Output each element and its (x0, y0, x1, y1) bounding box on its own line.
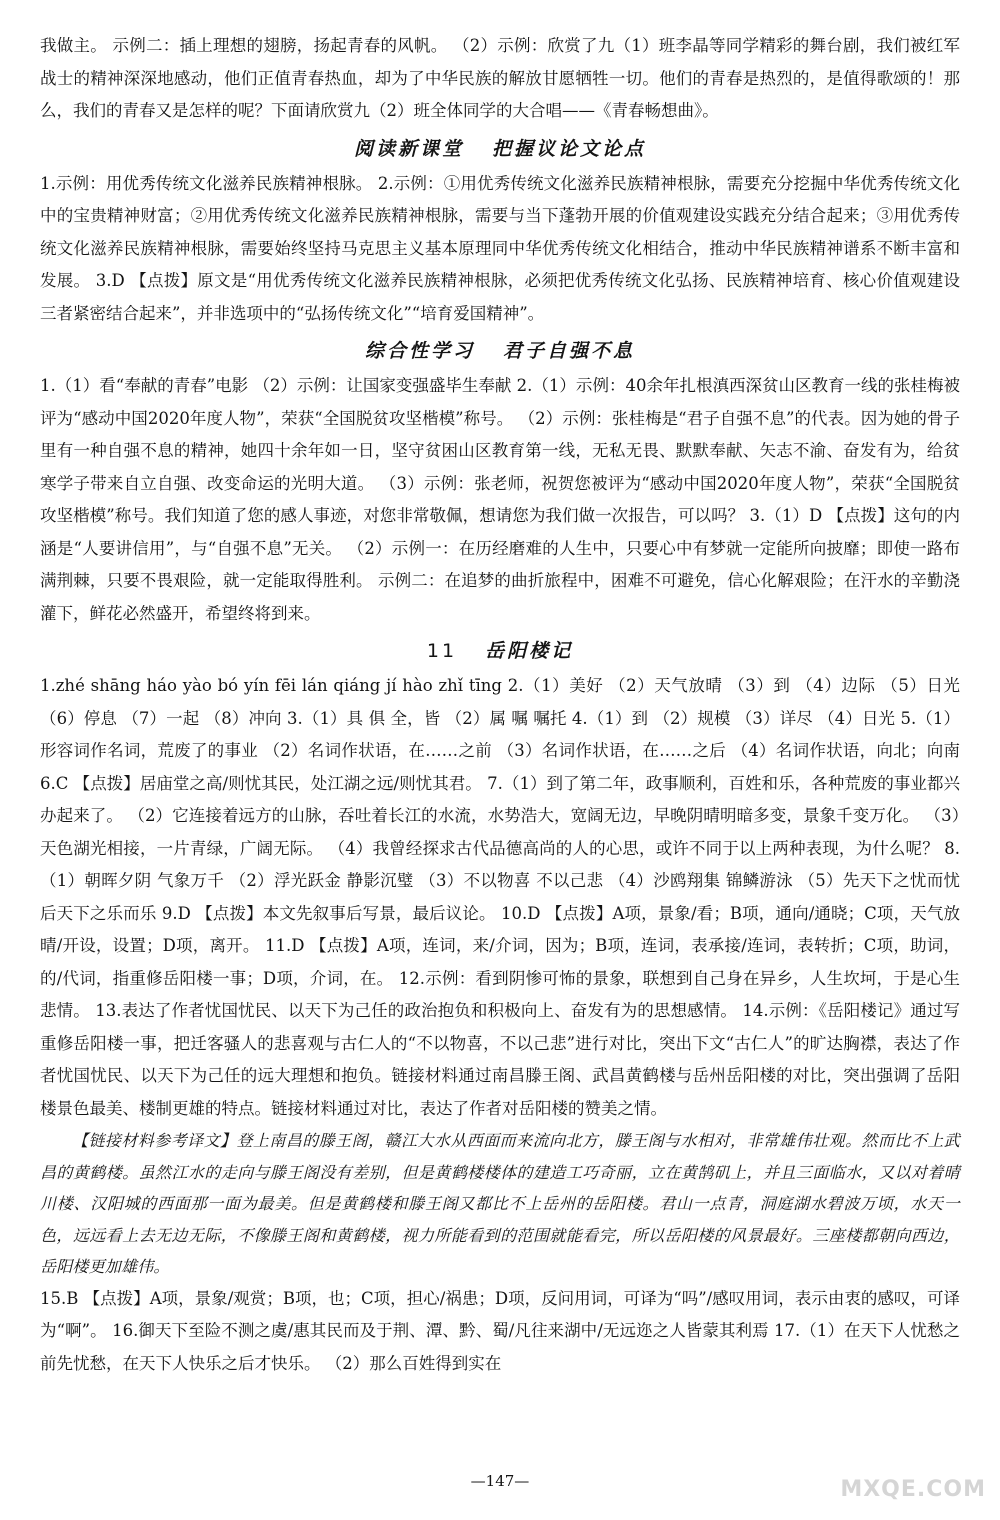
reading-answers: 1.示例：用优秀传统文化滋养民族精神根脉。 2.示例：①用优秀传统文化滋养民族精神根脉，需要充分挖掘中华优秀传统文化中的宝贵精神财富；②用优秀传统文化滋养民族精神根脉，需要与当下蓬勃开展的价值观建设实践充分结合起来；③用优秀传统文化滋养民族精神根脉，需要始终坚持马克思主义基本原理同中华优秀传统文化相结合，推动中华民族精神谱系不断丰富和发展。 3.D 【点拨】原文是“用优秀传统文化滋养民族精神根脉，必须把优秀传统文化弘扬、民族精神培育、核心价值观建设三者紧密结合起来”，并非选项中的“弘扬传统文化”“培育爱国精神”。 (40, 173, 960, 323)
lesson-title: 岳阳楼记 (485, 640, 574, 662)
section-heading-reading (40, 132, 960, 166)
comprehensive-answers: 1.（1）看“奉献的青春”电影 （2）示例：让国家变强盛毕生奉献 2.（1）示例：40余年扎根滇西深贫山区教育一线的张桂梅被评为“感动中国2020年度人物”，荣获“全国脱贫攻坚楷模”称号。 （2）示例：张桂梅是“君子自强不息”的代表。因为她的骨子里有一种自强不息的精神，她四十余年如一日，坚守贫困山区教育第一线，无私无畏、默默奉献、矢志不渝、奋发有为，给贫寒学子带来自立自强、改变命运的光明大道。 （3）示例：张老师，祝贺您被评为“感动中国2020年度人物”，荣获“全国脱贫攻坚楷模”称号。我们知道了您的感人事迹，对您非常敬佩，想请您为我们做一次报告，可以吗？ 3.（1）D 【点拨】这句的内涵是“人要讲信用”，与“自强不息”无关。 （2）示例一：在历经磨难的人生中，只要心中有梦就一定能所向披靡；即使一路布满荆棘，只要不畏艰险，就一定能取得胜利。 示例二：在追梦的曲折旅程中，困难不可避免，信心化解艰险；在汗水的辛勤浇灌下，鲜花必然盛开，希望终将到来。 (40, 376, 960, 623)
lesson-number: 11 (426, 640, 458, 662)
intro-paragraph: 我做主。 示例二：插上理想的翅膀，扬起青春的风帆。 （2）示例：欣赏了九（1）班李晶等同学精彩的舞台剧，我们被红军战士的精神深深地感动，他们正值青春热血，却为了中华民族的解放甘愿牺牲一切。他们的青春是热烈的，是值得歌颂的！那么，我们的青春又是怎样的呢？下面请欣赏九（2）班全体同学的大合唱——《青春畅想曲》。 (40, 36, 960, 120)
reference-translation: 【链接材料参考译文】登上南昌的滕王阁，赣江大水从西面而来流向北方，滕王阁与水相对，非常雄伟壮观。然而比不上武昌的黄鹤楼。虽然江水的走向与滕王阁没有差别，但是黄鹤楼楼体的建造工巧奇丽，立在黄鹄矶上，并且三面临水，又以对着晴川楼、汉阳城的西面那一面为最美。但是黄鹤楼和滕王阁又都比不上岳州的岳阳楼。君山一点青，洞庭湖水碧波万顷，水天一色，远远看上去无边无际，不像滕王阁和黄鹤楼，视力所能看到的范围就能看完，所以岳阳楼的风景最好。三座楼都朝向西边，岳阳楼更加雄伟。 (40, 1131, 960, 1276)
lesson-heading (40, 634, 960, 668)
section-heading-comprehensive-b: 君子自强不息 (503, 340, 636, 362)
lesson-answers: 1.zhé shāng háo yào bó yín fēi lán qiáng jí hào zhǐ tīng 2.（1）美好 （2）天气放晴 （3）到 （4）边际 （5）日光 （6）停息 （7）一起 （8）冲向 3.（1）具 俱 全，皆 （2）属 嘱 嘱托 4.（1）到 （2）规模 （3）详尽 （4）日光 5.（1）形容词作名词，荒废了的事业 （2）名词作状语，在……之前 （3）名词作状语，在……之后 （4）名词作状语，向北；向南 6.C 【点拨】居庙堂之高/则忧其民，处江湖之远/则忧其君。 7.（1）到了第二年，政事顺利，百姓和乐，各种荒废的事业都兴办起来了。 （2）它连接着远方的山脉，吞吐着长江的水流，水势浩大，宽阔无边，早晚阴晴明暗多变，景象千变万化。 （3）天色湖光相接，一片青绿，广阔无际。 （4）我曾经探求古代品德高尚的人的心思，或许不同于以上两种表现，为什么呢？ 8.（1）朝晖夕阴 气象万千 （2）浮光跃金 静影沉璧 （3）不以物喜 不以己悲 （4）沙鸥翔集 锦鳞游泳 （5）先天下之忧而忧 后天下之乐而乐 9.D 【点拨】本文先叙事后写景，最后议论。 10.D 【点拨】A项，景象/看；B项，通向/通晓；C项，天气放晴/开设，设置；D项，离开。 11.D 【点拨】A项，连词，来/介词，因为；B项，连词，表承接/连词，表转折；C项，助词，的/代词，指重修岳阳楼一事；D项，介词，在。 12.示例：看到阴惨可怖的景象，联想到自己身在异乡，人生坎坷，于是心生悲情。 13.表达了作者忧国忧民、以天下为己任的政治抱负和积极向上、奋发有为的思想感情。 14.示例：《岳阳楼记》通过写重修岳阳楼一事，把迁客骚人的悲喜观与古仁人的“不以物喜，不以己悲”进行对比，突出下文“古仁人”的旷达胸襟，表达了作者忧国忧民、以天下为己任的远大理想和抱负。链接材料通过南昌滕王阁、武昌黄鹤楼与岳州岳阳楼的对比，突出强调了岳阳楼景色最美、楼制更雄的特点。链接材料通过对比，表达了作者对岳阳楼的赞美之情。 (40, 676, 960, 1118)
section-heading-reading-a: 阅读新课堂 (353, 137, 464, 160)
watermark-logo (836, 1442, 986, 1502)
lesson-answers-continued: 15.B 【点拨】A项，景象/观赏；B项，也；C项，担心/祸患；D项，反问用词，可译为“吗”/感叹用词，表示由衷的感叹，可译为“啊”。 16.御天下至险不测之虞/惠其民而及于荆、潭、黔、蜀/凡往来湖中/无远迩之人皆蒙其利焉 17.（1）在天下人忧愁之前先忧愁，在天下人快乐之后才快乐。 （2）那么百姓得到实在 (40, 1288, 960, 1373)
watermark-text: MXQE.COM (840, 1477, 986, 1502)
section-heading-comprehensive-a: 综合性学习 (364, 340, 475, 362)
page-number: —147— (470, 1472, 530, 1490)
section-heading-reading-b: 把握议论文论点 (492, 137, 647, 160)
section-heading-comprehensive (40, 334, 960, 368)
answer-page (40, 30, 960, 1380)
